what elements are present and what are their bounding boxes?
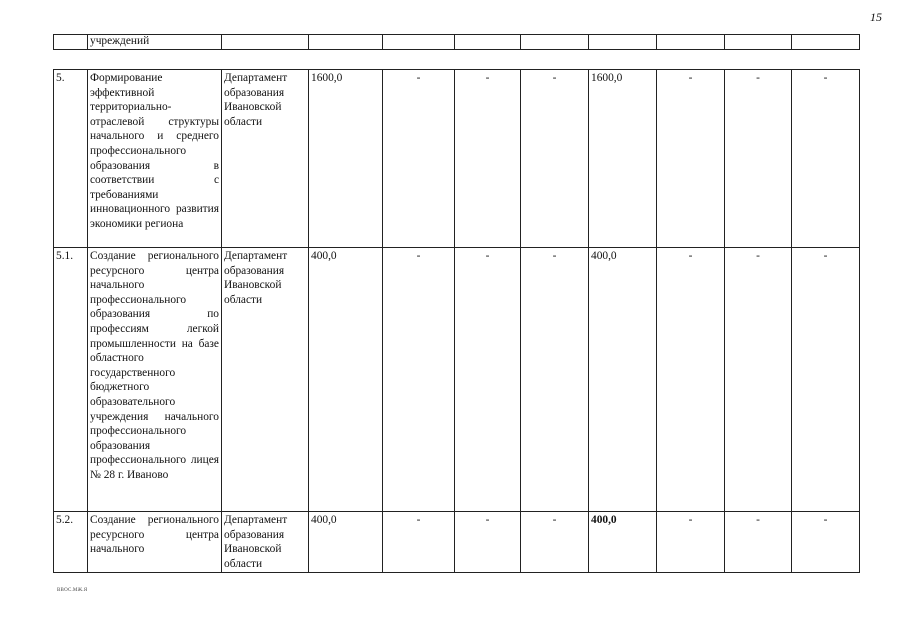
cell-value: -: [792, 248, 860, 512]
footer-code: ВВОС.MЖ.Я: [57, 588, 88, 593]
cell-title: учреждений: [88, 35, 222, 50]
cell-value: -: [792, 70, 860, 248]
page-number: 15: [870, 10, 882, 24]
cell-title: Создание регионального ресурсного центра начального: [88, 512, 222, 573]
cell-value: -: [521, 512, 589, 573]
cell-value: [455, 35, 521, 50]
cell-title: Создание регионального ресурсного центра начального профессионального образования по профессиям легкой промышленности на базе областного государственного бюджетного образовательного учреждения начального профессионального образования профессионального лицея № 28 г. Иваново: [88, 248, 222, 512]
cell-num: 5.1.: [54, 248, 88, 512]
cell-executor: Департамент образования Ивановской области: [222, 248, 309, 512]
cell-value: [657, 35, 725, 50]
cell-value: 1600,0: [589, 70, 657, 248]
cell-value: [792, 35, 860, 50]
cell-value: -: [657, 512, 725, 573]
cell-value: -: [383, 248, 455, 512]
cell-value: -: [521, 248, 589, 512]
cell-value: -: [383, 70, 455, 248]
cell-total: [309, 35, 383, 50]
cell-value: [521, 35, 589, 50]
cell-executor: Департамент образования Ивановской области: [222, 512, 309, 573]
cell-value: -: [725, 248, 792, 512]
table-row: [54, 512, 860, 573]
cell-total: 400,0: [309, 512, 383, 573]
table-row: [54, 35, 860, 50]
cell-value: -: [521, 70, 589, 248]
program-table: [53, 69, 860, 573]
continued-table-row: [53, 34, 860, 50]
cell-value: [589, 35, 657, 50]
cell-value: -: [383, 512, 455, 573]
cell-num: [54, 35, 88, 50]
cell-total: 1600,0: [309, 70, 383, 248]
table-row: [54, 248, 860, 512]
cell-value: -: [455, 512, 521, 573]
cell-value: -: [725, 512, 792, 573]
cell-value: -: [725, 70, 792, 248]
cell-num: 5.2.: [54, 512, 88, 573]
cell-total: 400,0: [309, 248, 383, 512]
cell-value: 400,0: [589, 248, 657, 512]
cell-value: -: [455, 70, 521, 248]
cell-executor: Департамент образования Ивановской области: [222, 70, 309, 248]
cell-value: -: [792, 512, 860, 573]
cell-value: -: [657, 248, 725, 512]
cell-value: -: [455, 248, 521, 512]
cell-num: 5.: [54, 70, 88, 248]
table-row: [54, 70, 860, 248]
cell-value: [725, 35, 792, 50]
cell-value: 400,0: [589, 512, 657, 573]
cell-value: -: [657, 70, 725, 248]
cell-title: Формирование эффективной территориально-отраслевой структуры начального и среднего профессионального образования в соответствии с требованиями инновационного развития экономики региона: [88, 70, 222, 248]
cell-executor: [222, 35, 309, 50]
cell-value: [383, 35, 455, 50]
